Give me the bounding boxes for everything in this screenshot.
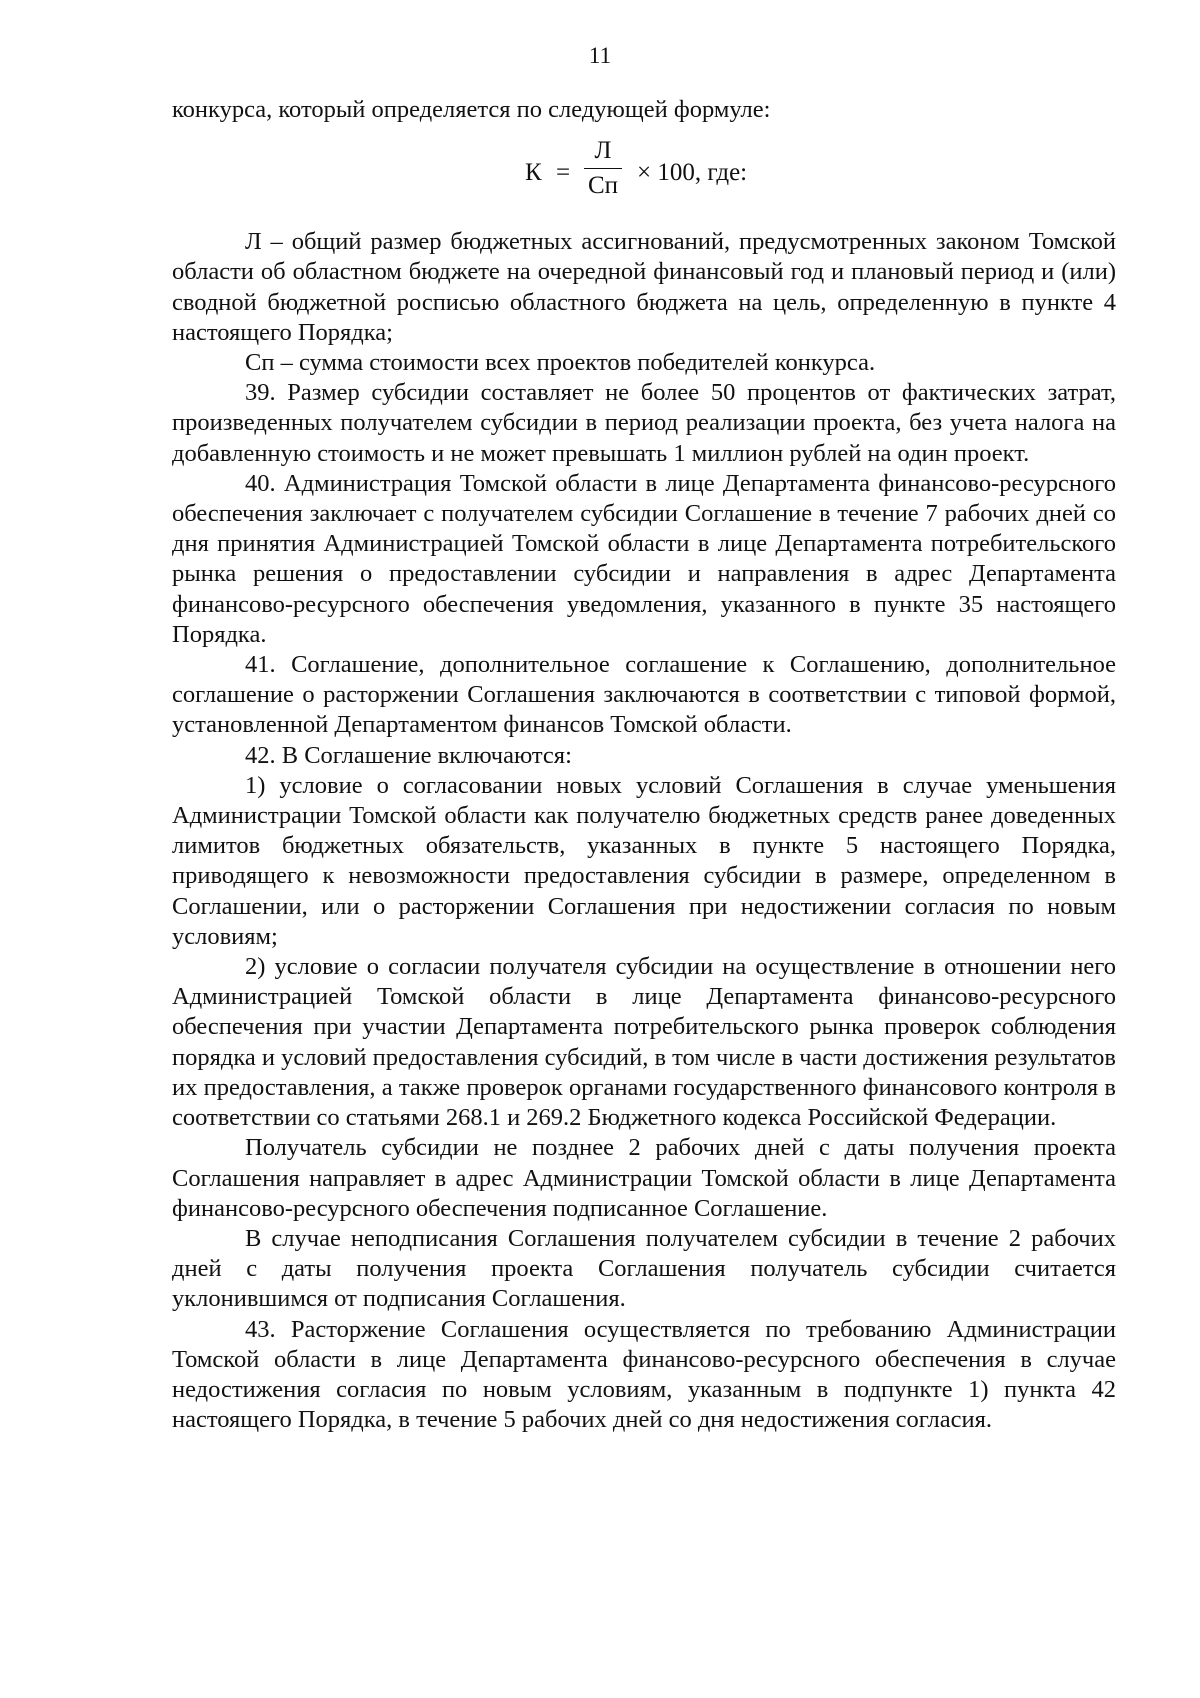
formula-denominator: Сп xyxy=(587,172,619,200)
clause-41: 41. Соглашение, дополнительное соглашение к Соглашению, дополнительное соглашение о расторжении Соглашения заключаются в соответствии с типовой формой, установленной Департаментом финансов Томской области. xyxy=(172,651,1116,739)
formula-lhs: К xyxy=(525,159,542,187)
clause-43: 43. Расторжение Соглашения осуществляется по требованию Администрации Томской области в лице Департамента финансово-ресурсного обеспечения в случае недостижения согласия по новым условиям, указанным в подпункте 1) пункта 42 настоящего Порядка, в течение 5 рабочих дней со дня недостижения согласия. xyxy=(172,1315,1116,1434)
definition-l: Л – общий размер бюджетных ассигнований, предусмотренных законом Томской области об областном бюджете на очередной финансовый год и плановый период и (или) сводной бюджетной росписью областного бюджета на цель, определенную в пункте 4 настоящего Порядка; xyxy=(172,228,1116,346)
document-body xyxy=(172,95,1116,1435)
formula-equals: = xyxy=(556,159,571,187)
clause-39: 39. Размер субсидии составляет не более 50 процентов от фактических затрат, произведенных получателем субсидии в период реализации проекта, без учета налога на добавленную стоимость и не может превышать 1 миллион рублей на один проект. xyxy=(172,379,1116,467)
clause-40: 40. Администрация Томской области в лице Департамента финансово-ресурсного обеспечения заключает с получателем субсидии Соглашение в течение 7 рабочих дней со дня принятия Администрацией Томской области в лице Департамента потребительского рынка решения о предоставлении субсидии и направления в адрес Департамента финансово-ресурсного обеспечения уведомления, указанного в пункте 35 настоящего Порядка. xyxy=(172,469,1116,648)
definition-sp: Сп – сумма стоимости всех проектов победителей конкурса. xyxy=(245,349,876,377)
evasion-paragraph: В случае неподписания Соглашения получателем субсидии в течение 2 рабочих дней с даты получения проекта Соглашения получатель субсидии считается уклонившимся от подписания Соглашения. xyxy=(172,1224,1116,1313)
clause-42-item-2: 2) условие о согласии получателя субсидии на осуществление в отношении него Администрацией Томской области в лице Департамента финансово-ресурсного обеспечения при участии Департамента потребительского рынка проверок соблюдения порядка и условий предоставления субсидий, в том числе в части достижения результатов их предоставления, а также проверок органами государственного финансового контроля в соответствии со статьями 268.1 и 269.2 Бюджетного кодекса Российской Федерации. xyxy=(172,953,1116,1132)
intro-line: конкурса, который определяется по следующей формуле: xyxy=(172,96,771,123)
formula xyxy=(172,137,1116,209)
page-number: 11 xyxy=(588,43,612,68)
formula-multiplier: × 100, где: xyxy=(637,159,748,187)
clause-42-item-1: 1) условие о согласовании новых условий Соглашения в случае уменьшения Администрации Томской области как получателю бюджетных средств ранее доведенных лимитов бюджетных обязательств, указанных в пункте 5 настоящего Порядка, приводящего к невозможности предоставления субсидии в размере, определенном в Соглашении, или о расторжении Соглашения при недостижении согласия по новым условиям; xyxy=(172,771,1116,950)
signing-deadline-paragraph: Получатель субсидии не позднее 2 рабочих дней с даты получения проекта Соглашения направляет в адрес Администрации Томской области в лице Департамента финансово-ресурсного обеспечения подписанное Соглашение. xyxy=(172,1134,1116,1222)
clause-42: 42. В Соглашение включаются: xyxy=(245,741,572,769)
fraction-bar xyxy=(584,168,622,169)
formula-fraction xyxy=(584,137,622,201)
formula-numerator: Л xyxy=(594,137,612,165)
